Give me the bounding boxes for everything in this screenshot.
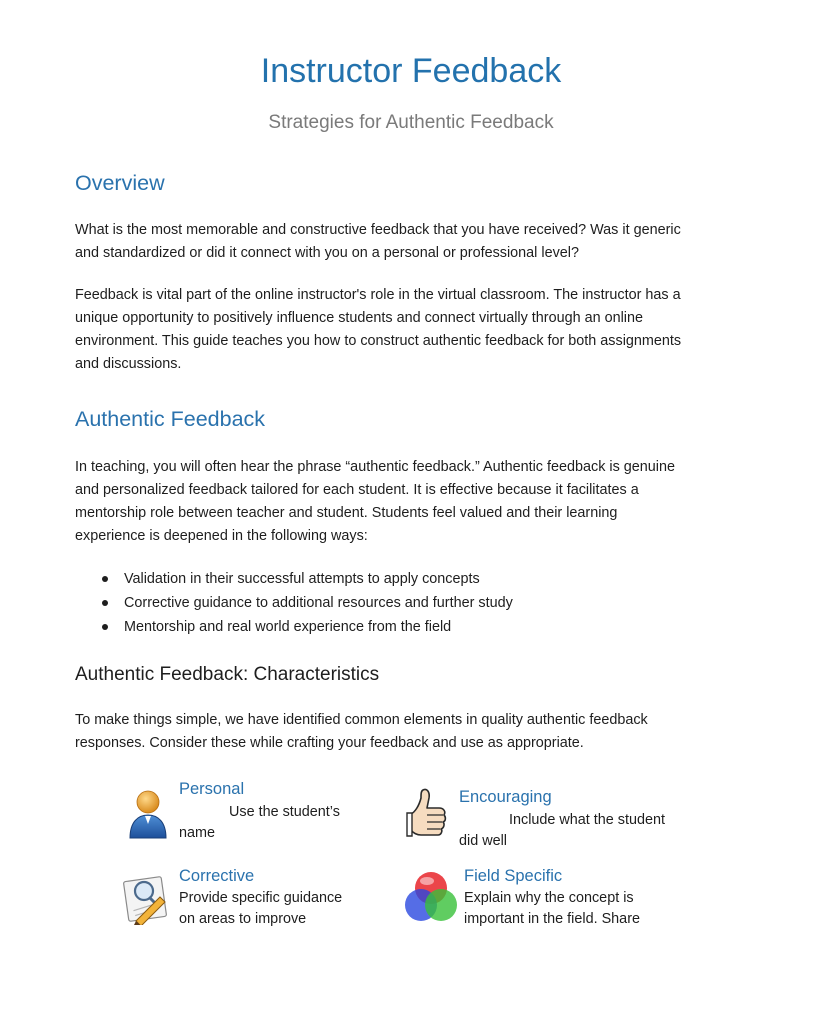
page-subtitle: Strategies for Authentic Feedback [268, 112, 554, 133]
characteristics-p-line-2: responses. Consider these while crafting your feedback and use as appropriate. [75, 735, 584, 751]
characteristic-text-line-2: important in the field. Share [464, 911, 640, 927]
characteristic-title: Corrective [179, 867, 255, 885]
characteristic-title: Personal [179, 780, 245, 798]
ways-bullet-list [75, 567, 513, 639]
overview-p2-line-2: unique opportunity to positively influence students and connect virtually through an online [75, 310, 644, 326]
characteristic-text-line-2: on areas to improve [179, 911, 307, 927]
overview-paragraph-1 [75, 219, 765, 265]
overview-p2-line-1: Feedback is vital part of the online instructor's role in the virtual classroom. The instructor has a [75, 287, 681, 303]
characteristic-text-line-2: did well [459, 833, 507, 849]
characteristic-corrective [122, 865, 382, 935]
authentic-p-line-1: In teaching, you will often hear the phrase “authentic feedback.” Authentic feedback is genuine [75, 459, 676, 475]
characteristic-title: Field Specific [464, 867, 563, 885]
characteristic-text-line-1: Explain why the concept is [464, 890, 634, 906]
overview-p2-line-4: and discussions. [75, 356, 182, 372]
overview-paragraph-2 [75, 284, 765, 376]
characteristics-heading: Authentic Feedback: Characteristics [75, 664, 380, 685]
characteristic-field-specific [403, 865, 703, 935]
characteristic-text-line-1: Include what the student [509, 812, 666, 828]
page-title: Instructor Feedback [260, 52, 562, 90]
characteristic-encouraging [405, 786, 705, 856]
characteristic-text-line-1: Provide specific guidance [179, 890, 343, 906]
authentic-feedback-heading: Authentic Feedback [75, 407, 266, 431]
overview-p2-line-3: environment. This guide teaches you how to construct authentic feedback for both assignments [75, 333, 682, 349]
bullet-icon [102, 600, 108, 606]
list-item: Validation in their successful attempts to apply concepts [75, 567, 513, 591]
magnifier-pencil-icon [122, 873, 172, 925]
overview-p1-line-1: What is the most memorable and constructive feedback that you have received? Was it generic [75, 222, 681, 238]
characteristic-text-line-1: Use the student’s [229, 804, 340, 820]
thumbs-up-icon [405, 786, 449, 846]
bullet-icon [102, 624, 108, 630]
overview-p1-line-2: and standardized or did it connect with you on a personal or professional level? [75, 245, 579, 261]
person-icon [126, 788, 170, 840]
authentic-p-line-3: mentorship role between teacher and student. Students feel valued and their learning [75, 505, 618, 521]
authentic-p-line-2: and personalized feedback tailored for each student. It is effective because it facilitates a [75, 482, 639, 498]
overview-heading: Overview [75, 171, 165, 195]
authentic-p-line-4: experience is deepened in the following ways: [75, 528, 368, 544]
characteristic-title: Encouraging [459, 788, 552, 806]
characteristics-p-line-1: To make things simple, we have identified common elements in quality authentic feedback [75, 712, 648, 728]
list-item: Mentorship and real world experience from the field [75, 615, 513, 639]
color-circles-icon [403, 869, 459, 927]
authentic-feedback-paragraph [75, 456, 765, 548]
bullet-icon [102, 576, 108, 582]
characteristic-personal [122, 778, 382, 848]
list-item: Corrective guidance to additional resources and further study [75, 591, 513, 615]
characteristic-text-line-2: name [179, 825, 215, 841]
characteristics-paragraph [75, 709, 765, 755]
